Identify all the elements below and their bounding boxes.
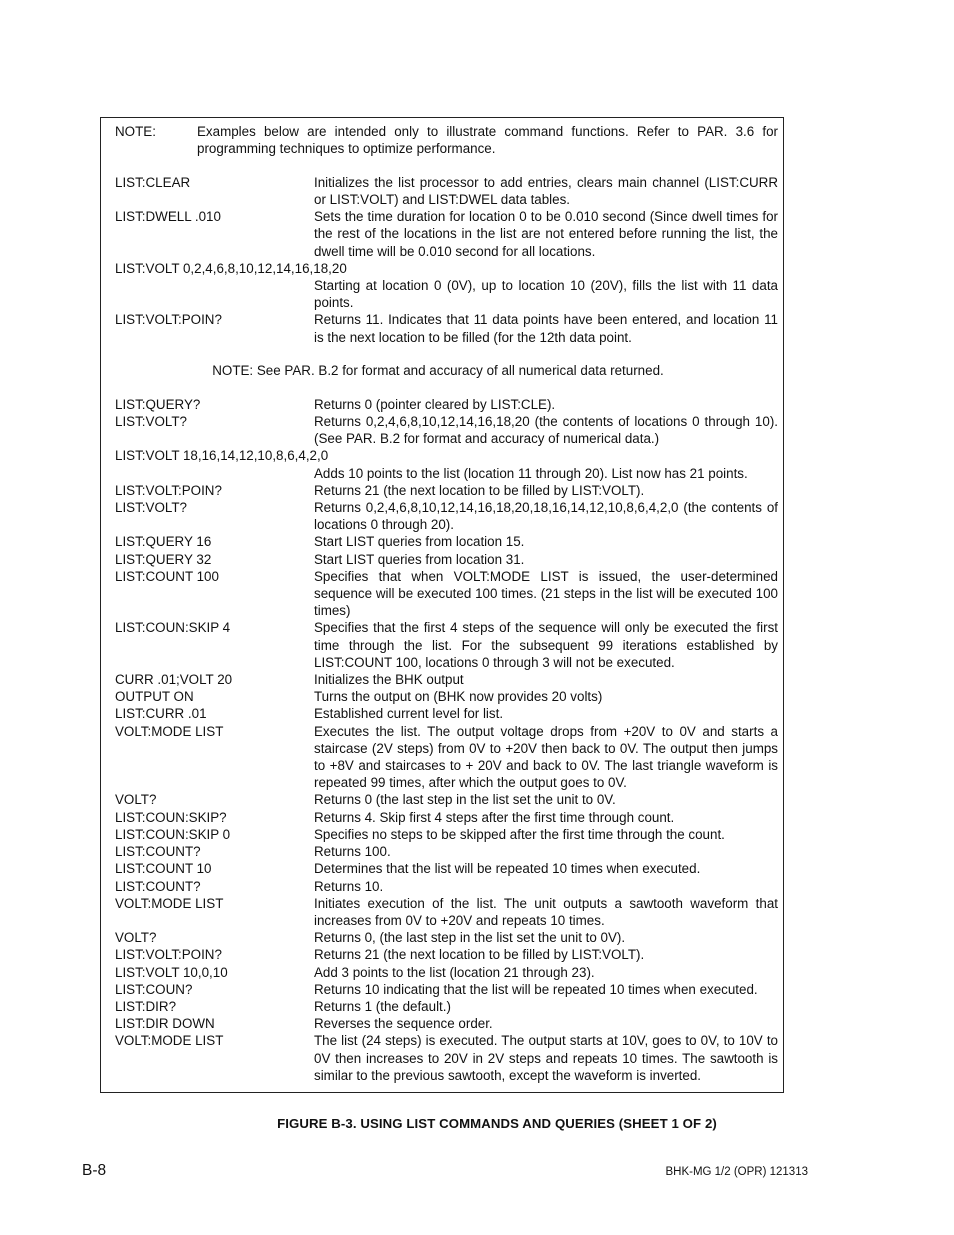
command-text: LIST:VOLT:POIN? [115, 482, 222, 498]
command-description: Returns 100. [314, 844, 391, 860]
command-description: Returns 21 (the next location to be filled by LIST:VOLT). [314, 947, 645, 963]
command-row [115, 465, 778, 482]
figure-frame [100, 117, 784, 1093]
command-text: LIST:QUERY 32 [115, 551, 212, 567]
command-text: LIST:DIR DOWN [115, 1016, 215, 1032]
command-text: VOLT:MODE LIST [115, 723, 224, 739]
command-text: LIST:VOLT? [115, 414, 187, 430]
command-row [115, 568, 778, 620]
command-description: Returns 10. [314, 878, 384, 894]
command-text: LIST:COUNT? [115, 878, 201, 894]
command-text: LIST:COUN:SKIP 0 [115, 826, 231, 842]
command-description: Returns 10 indicating that the list will be repeated 10 times when executed. [314, 981, 758, 997]
command-list-1 [115, 174, 778, 346]
command-text: LIST:VOLT:POIN? [115, 312, 222, 328]
command-row [115, 843, 778, 860]
command-row [115, 946, 778, 963]
command-row [115, 826, 778, 843]
command-row [115, 396, 778, 413]
command-description: Executes the list. The output voltage drops from +20V to 0V and starts a staircase (2V steps) from 0V to +20V then back to 0V. The output then jumps to +8V and staircases to + 20V and back to 0V. The last triangle waveform is repeated 99 times, after which the output goes to 0V. [314, 723, 778, 791]
command-description: Start LIST queries from location 31. [314, 551, 525, 567]
command-text: VOLT:MODE LIST [115, 1033, 224, 1049]
command-description: Turns the output on (BHK now provides 20 volts) [314, 689, 603, 705]
command-text: LIST:COUNT 100 [115, 568, 219, 584]
command-description: Add 3 points to the list (location 21 through 23). [314, 964, 595, 980]
command-row [115, 929, 778, 946]
command-text: LIST:VOLT 0,2,4,6,8,10,12,14,16,18,20 [115, 260, 347, 276]
command-row [115, 413, 778, 447]
page-number: B-8 [82, 1162, 107, 1179]
command-row [115, 447, 778, 464]
command-row [115, 1015, 778, 1032]
command-description: Returns 0,2,4,6,8,10,12,14,16,18,20 (the contents of locations 0 through 10). (See PAR. B.2 for format and accuracy of numerical data.) [314, 414, 778, 447]
command-description: Returns 4. Skip first 4 steps after the first time through count. [314, 809, 675, 825]
command-list-2 [115, 396, 778, 1084]
command-description: Returns 0,2,4,6,8,10,12,14,16,18,20,18,16,14,12,10,8,6,4,2,0 (the contents of locations 0 through 20). [314, 500, 778, 533]
command-row [115, 482, 778, 499]
command-description: Initializes the list processor to add entries, clears main channel (LIST:CURR or LIST:VOLT) and LIST:DWEL data tables. [314, 174, 778, 207]
command-description: Initiates execution of the list. The unit outputs a sawtooth waveform that increases from 0V to +20V and repeats 10 times. [314, 895, 778, 928]
command-text: VOLT:MODE LIST [115, 895, 224, 911]
command-row [115, 260, 778, 277]
command-description: Returns 1 (the default.) [314, 998, 451, 1014]
command-row [115, 895, 778, 929]
command-text: LIST:DIR? [115, 998, 177, 1014]
command-description: Returns 0 (the last step in the list set the unit to 0V. [314, 792, 616, 808]
command-row [115, 809, 778, 826]
command-description: The list (24 steps) is executed. The output starts at 10V, goes to 0V, to 10V to 0V then increases to 20V in 2V steps and repeats 10 times. The sawtooth is similar to the previous sawtooth, except the waveform is inverted. [314, 1033, 778, 1083]
command-description: Reverses the sequence order. [314, 1016, 493, 1032]
command-description: Specifies that the first 4 steps of the sequence will only be executed the first time through the list. For the subsequent 99 iterations established by LIST:COUNT 100, locations 0 through 3 will not be executed. [314, 620, 778, 670]
command-description: Returns 0, (the last step in the list set the unit to 0V). [314, 930, 626, 946]
command-row [115, 551, 778, 568]
command-text: CURR .01;VOLT 20 [115, 672, 233, 688]
command-row [115, 964, 778, 981]
command-row [115, 1032, 778, 1084]
command-text: VOLT? [115, 930, 157, 946]
command-text: OUTPUT ON [115, 689, 194, 705]
command-text: LIST:COUN:SKIP? [115, 809, 227, 825]
command-row [115, 311, 778, 345]
command-text: LIST:QUERY? [115, 396, 201, 412]
top-note-label: NOTE: [115, 124, 156, 139]
command-text: LIST:VOLT 10,0,10 [115, 964, 228, 980]
command-text: VOLT? [115, 792, 157, 808]
command-text: LIST:QUERY 16 [115, 534, 212, 550]
command-row [115, 791, 778, 808]
center-note: NOTE: See PAR. B.2 for format and accuracy of all numerical data returned. [212, 363, 664, 379]
command-row [115, 671, 778, 688]
command-row [115, 277, 778, 311]
command-row [115, 705, 778, 722]
command-description: Specifies no steps to be skipped after the first time through the count. [314, 826, 725, 842]
command-row [115, 723, 778, 792]
command-row [115, 981, 778, 998]
command-row [115, 619, 778, 671]
command-row [115, 688, 778, 705]
top-note-text: Examples below are intended only to illustrate command functions. Refer to PAR. 3.6 for programming techniques to optimize performance. [197, 124, 778, 157]
command-text: LIST:COUN? [115, 981, 193, 997]
command-text: LIST:DWELL .010 [115, 209, 221, 225]
command-text: LIST:VOLT? [115, 500, 187, 516]
top-note [115, 123, 778, 157]
command-row [115, 878, 778, 895]
command-text: LIST:COUNT? [115, 844, 201, 860]
document-id: BHK-MG 1/2 (OPR) 121313 [665, 1166, 808, 1178]
command-description: Initializes the BHK output [314, 672, 464, 688]
command-text: LIST:COUNT 10 [115, 861, 212, 877]
figure-caption: FIGURE B-3. USING LIST COMMANDS AND QUERIES (SHEET 1 OF 2) [277, 1116, 717, 1131]
command-description: Start LIST queries from location 15. [314, 534, 525, 550]
command-description: Determines that the list will be repeated 10 times when executed. [314, 861, 701, 877]
command-description: Sets the time duration for location 0 to be 0.010 second (Since dwell times for the rest of the locations in the list are not entered before running the list, the dwell time will be 0.010 second for all locations. [314, 209, 778, 259]
command-row [115, 174, 778, 208]
command-row [115, 208, 778, 260]
command-text: LIST:CLEAR [115, 174, 191, 190]
command-description: Established current level for list. [314, 706, 504, 722]
command-description: Starting at location 0 (0V), up to location 10 (20V), fills the list with 11 data points. [314, 278, 778, 311]
command-description: Specifies that when VOLT:MODE LIST is issued, the user-determined sequence will be executed 100 times. (21 steps in the list will be executed 100 times) [314, 568, 778, 619]
command-text: LIST:VOLT 18,16,14,12,10,8,6,4,2,0 [115, 448, 329, 464]
command-description: Returns 0 (pointer cleared by LIST:CLE). [314, 396, 556, 412]
command-row [115, 533, 778, 550]
command-row [115, 499, 778, 533]
command-description: Returns 21 (the next location to be filled by LIST:VOLT). [314, 482, 645, 498]
command-row [115, 860, 778, 877]
command-text: LIST:VOLT:POIN? [115, 947, 222, 963]
command-description: Returns 11. Indicates that 11 data points have been entered, and location 11 is the next location to be filled (for the 12th data point. [314, 312, 778, 345]
command-text: LIST:COUN:SKIP 4 [115, 620, 231, 636]
command-text: LIST:CURR .01 [115, 706, 207, 722]
command-description: Adds 10 points to the list (location 11 through 20). List now has 21 points. [314, 465, 748, 481]
command-row [115, 998, 778, 1015]
